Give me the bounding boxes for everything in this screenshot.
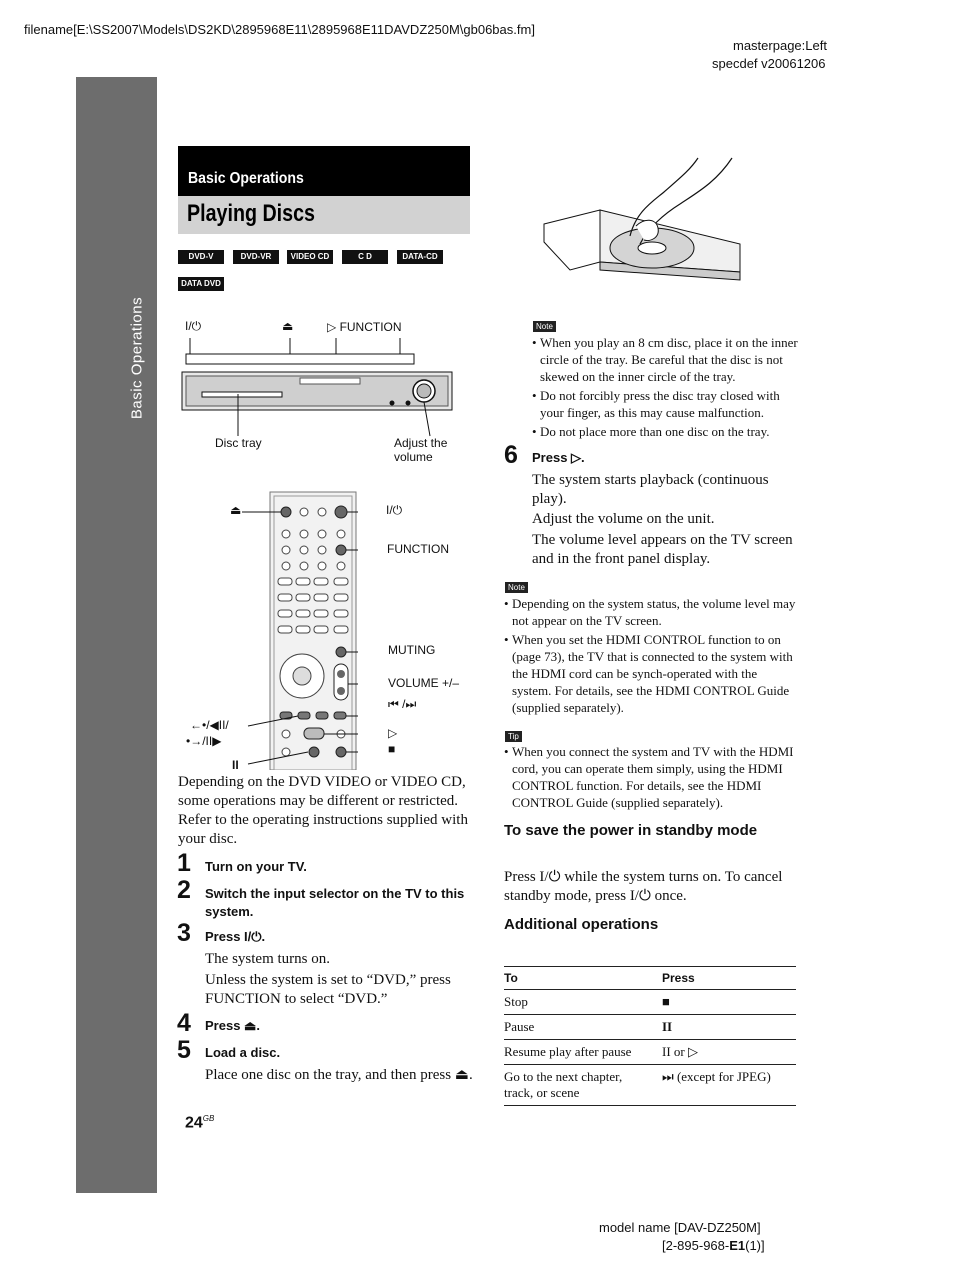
unit-eject-label: ⏏ [282,319,294,333]
remote-slow-label-1: ←•/◀II/ [190,718,229,732]
step-5-number: 5 [177,1036,191,1064]
step-5-body-1: Place one disc on the tray, and then press ⏏. [205,1067,473,1083]
remote-stop-label: ■ [388,742,396,756]
badge-video-cd: VIDEO CD [287,250,333,264]
col-to-header: To [504,967,662,990]
step-6-title: Press ▷. [532,450,585,465]
remote-pause-label: II [232,758,239,772]
standby-body: Press I/⏻ while the system turns on. To cancel standby mode, press I/⏻ once. [504,869,783,904]
row-press: ⏭ (except for JPEG) [662,1065,796,1106]
unit-function-label: ▷ FUNCTION [327,320,402,334]
row-to: Go to the next chapter, track, or scene [504,1065,662,1106]
step-3-body-2: Unless the system is set to “DVD,” press FUNCTION to select “DVD.” [205,972,451,1007]
page-title: Playing Discs [187,200,315,227]
row-to: Pause [504,1015,662,1040]
remote-eject-label: ⏏ [230,503,242,517]
remote-play-label: ▷ [388,726,398,740]
section-label: Basic Operations [188,170,304,187]
row-press: II or ▷ [662,1040,796,1065]
note-2-item: • Depending on the system status, the volume level may not appear on the TV screen. [504,595,798,629]
note-1-tag: Note [533,321,556,332]
badge-data-dvd: DATA DVD [178,277,224,291]
step-3-body-1: The system turns on. [205,951,330,967]
step-5-title: Load a disc. [205,1045,281,1060]
note-1-item: • Do not place more than one disc on the tray. [532,423,798,440]
table-header-row [504,967,796,990]
table-row [504,990,796,1015]
disc-tray-label: Disc tray [215,436,262,450]
step-2-title: Switch the input selector on the TV to this system. [205,886,465,919]
step-6-number: 6 [504,441,518,469]
badge-dvd-v: DVD-V [178,250,224,264]
step-6-body-3: The volume level appears on the TV screen and in the front panel display. [532,532,793,567]
step-3-title: Press I/⏻. [205,929,266,944]
note-1-item: • When you play an 8 cm disc, place it on the inner circle of the tray. Be careful that the disc is not skewed on the inner circle of the tray. [532,334,798,385]
step-1-number: 1 [177,849,191,877]
table-row [504,1065,796,1106]
step-6-body-2: Adjust the volume on the unit. [532,511,715,527]
intro-paragraph: Depending on the DVD VIDEO or VIDEO CD, some operations may be different or restricted. Refer to the operating instructions supplied with your disc. [178,774,468,847]
disc-insertion-illustration [540,152,750,302]
step-4-number: 4 [177,1009,191,1037]
additional-operations-table [504,966,796,1106]
remote-function-label: FUNCTION [387,542,449,556]
remote-slow-label-2: •→/II▶ [186,734,222,748]
header-masterpage: masterpage:Left [733,38,827,53]
note-1-list [532,334,798,442]
additional-heading: Additional operations [504,916,659,933]
row-press: II [662,1015,796,1040]
note-2-list [504,595,798,718]
side-tab-bar [76,77,157,1193]
remote-muting-label: MUTING [388,643,436,657]
footer-code: [2-895-968-E1(1)] [662,1238,765,1253]
badge-dvd-vr: DVD-VR [233,250,279,264]
side-tab-label: Basic Operations [128,296,146,420]
header-filename: filename[E:\SS2007\Models\DS2KD\2895968E11\2895968E11DAVDZ250M\gb06bas.fm] [24,22,535,37]
badge-cd: C D [342,250,388,264]
table-row [504,1040,796,1065]
note-1-item: • Do not forcibly press the disc tray closed with your finger, as this may cause malfunction. [532,387,798,421]
note-2-tag: Note [505,582,528,593]
header-specdef: specdef v20061206 [712,56,826,71]
step-6-body-1: The system starts playback (continuous play). [532,472,769,507]
remote-skip-label: ⏮ /⏭ [388,697,417,711]
step-4-title: Press ⏏. [205,1018,260,1033]
main-unit-illustration [178,330,468,440]
step-2-number: 2 [177,876,191,904]
page-number: $24^{GB}$ [185,1114,215,1132]
step-1-title: Turn on your TV. [205,859,307,874]
row-to: Resume play after pause [504,1040,662,1065]
footer-model-name: model name [DAV-DZ250M] [599,1220,761,1235]
unit-power-label: I/⏻ [185,319,202,333]
step-3-number: 3 [177,919,191,947]
badge-data-cd: DATA-CD [397,250,443,264]
standby-heading: To save the power in standby mode [504,822,758,839]
table-row [504,1015,796,1040]
col-press-header: Press [662,967,796,990]
row-to: Stop [504,990,662,1015]
tip-list [504,743,798,813]
adjust-volume-label: Adjust the volume [394,436,448,464]
row-press: ■ [662,990,796,1015]
remote-power-label: I/⏻ [386,503,403,517]
note-2-item: • When you set the HDMI CONTROL function to on (page 73), the TV that is connected to the system with the HDMI cord can be synch-operated with the system. For details, see the HDMI CONTROL Guide (supplied separately). [504,631,798,716]
remote-volume-label: VOLUME +/– [388,676,460,690]
tip-item: • When you connect the system and TV with the HDMI cord, you can operate them simply, using the HDMI CONTROL function. For details, see the HDMI CONTROL Guide (supplied separately). [504,743,798,811]
remote-illustration [228,490,358,770]
tip-tag: Tip [505,731,522,742]
